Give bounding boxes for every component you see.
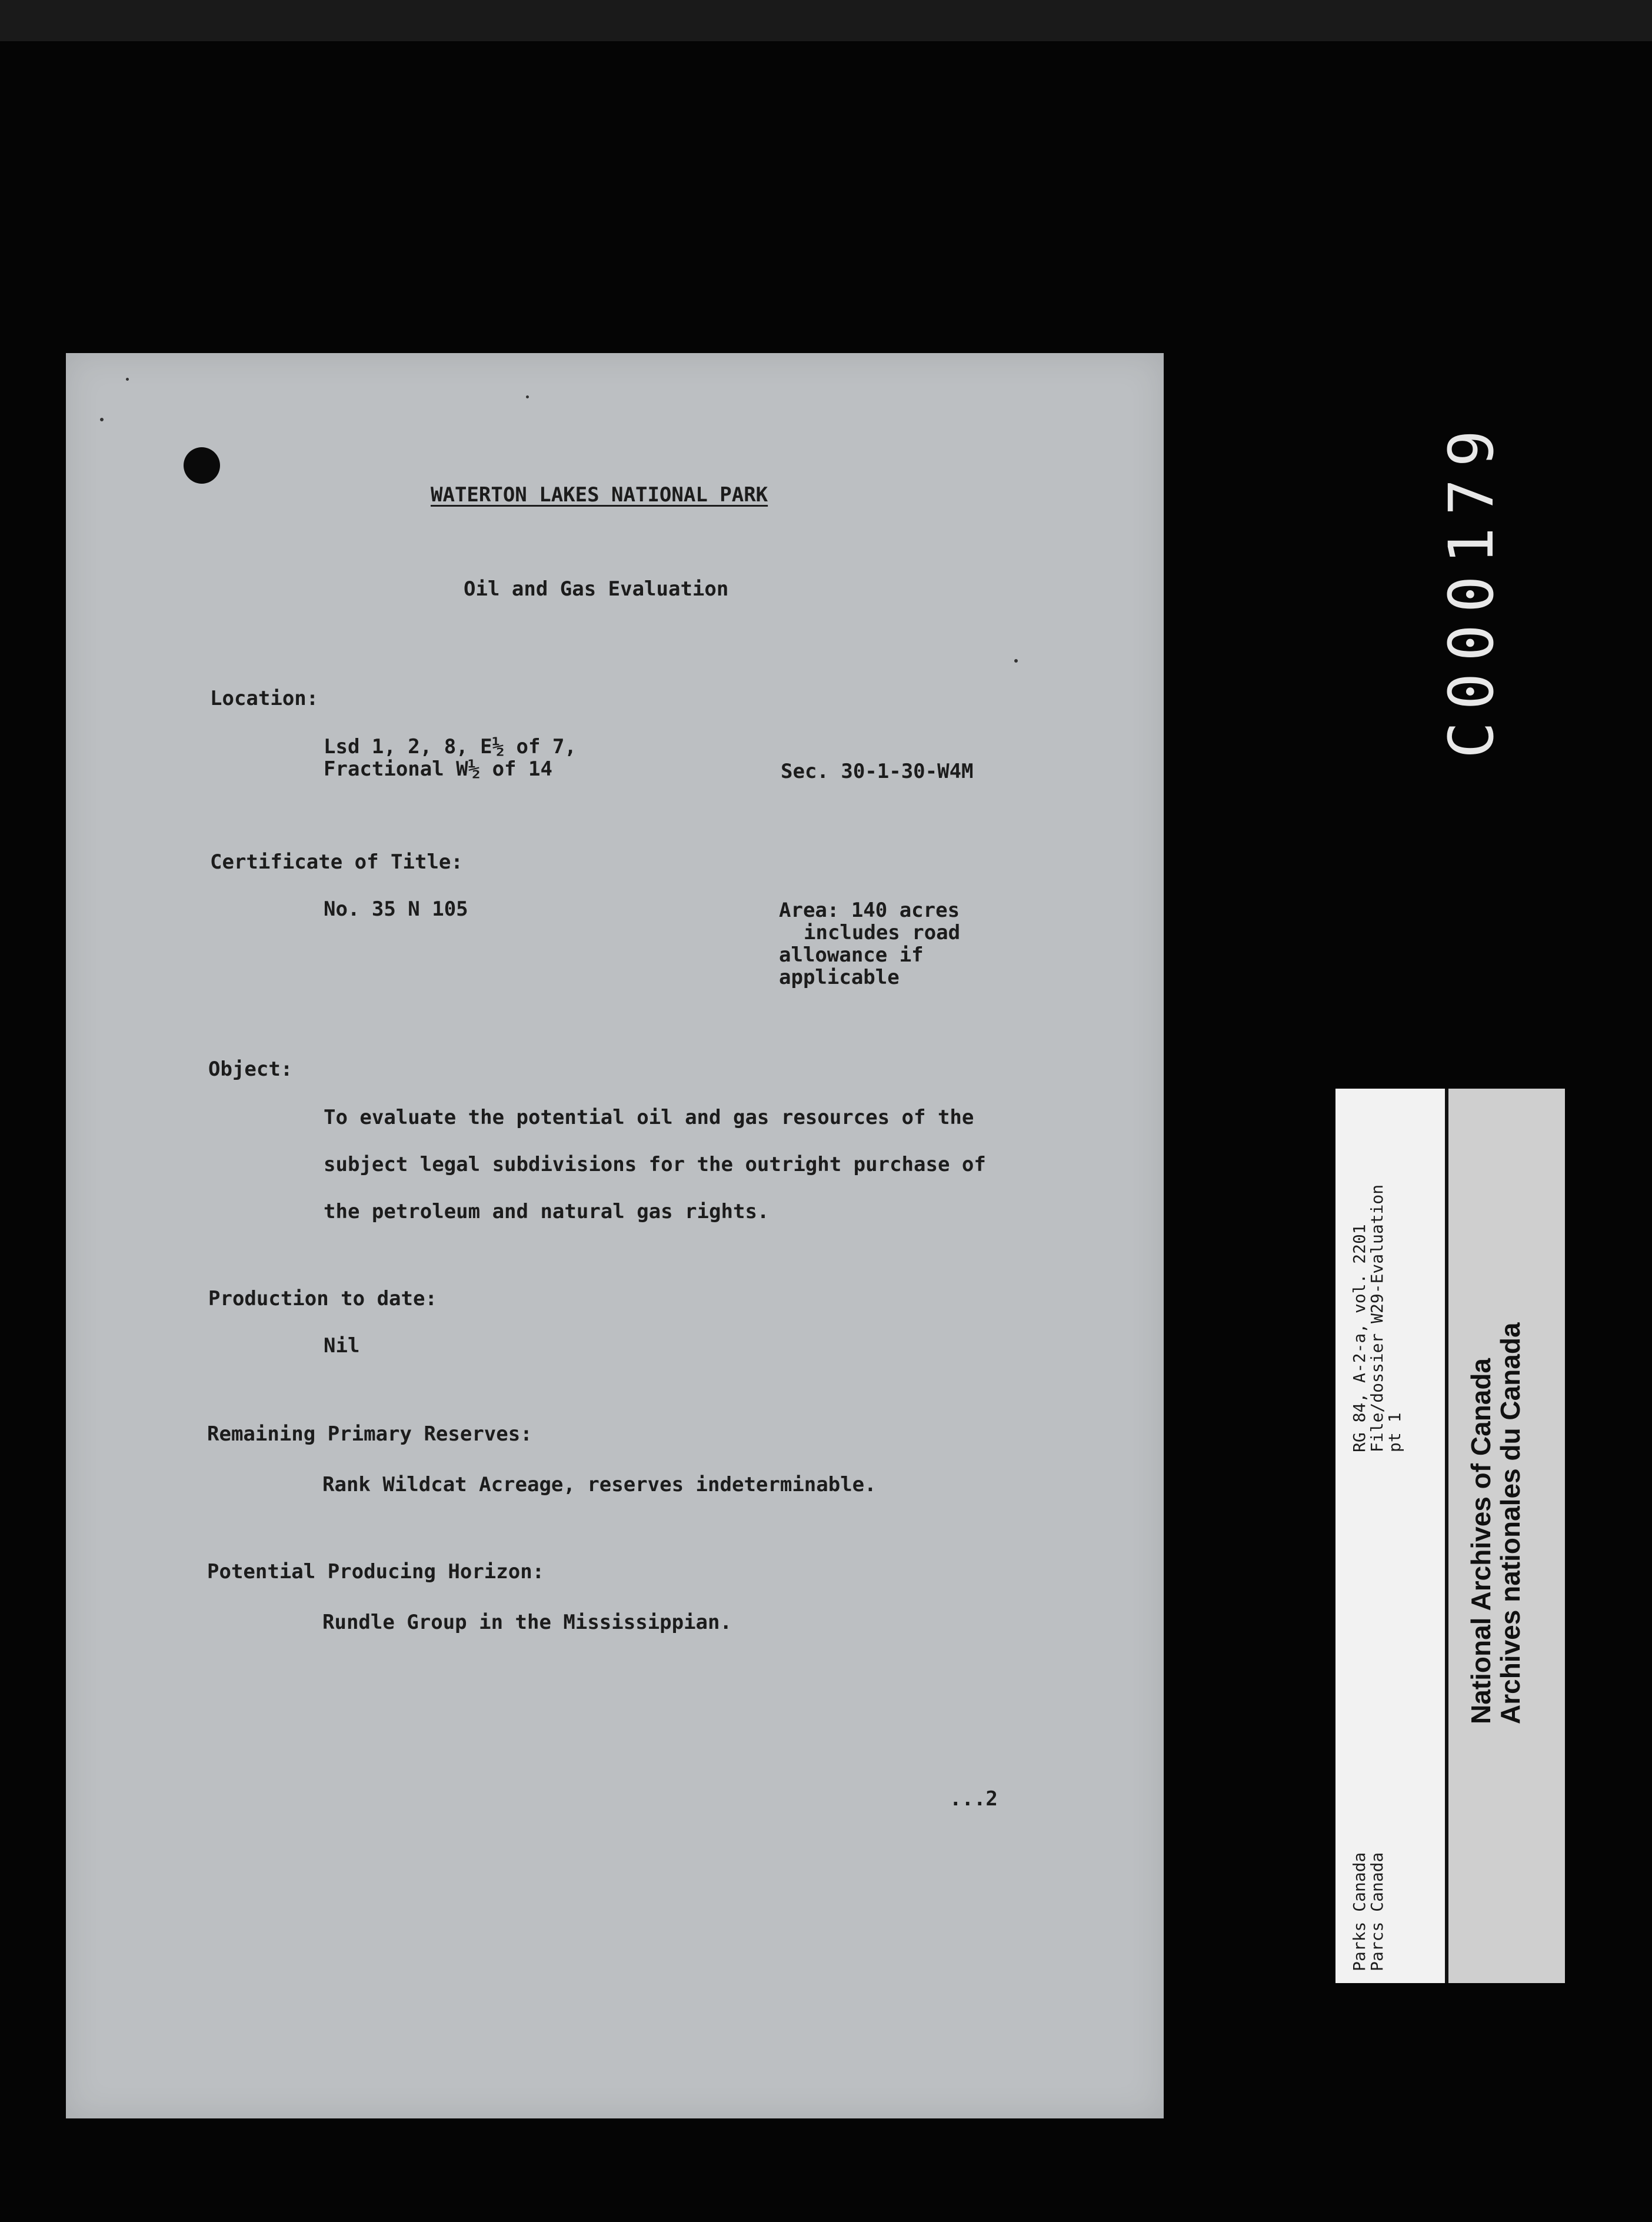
archive-name [1466,1322,1525,1724]
object-line-1: To evaluate the potential oil and gas resources of the [324,1106,974,1129]
reference-line-2: File/dossier W29-Evaluation [1367,1184,1387,1452]
location-heading: Location: [210,687,319,710]
department-names [1351,1852,1386,1971]
dust-speck [126,378,129,381]
area-line-3: allowance if [779,943,924,967]
film-top-band [0,0,1652,41]
document-title: WATERTON LAKES NATIONAL PARK [431,483,768,507]
archive-label-card [1335,1089,1565,1983]
archive-reference [1351,1185,1404,1452]
area-line-4: applicable [779,966,900,989]
object-line-2: subject legal subdivisions for the outright purchase of [324,1153,986,1176]
location-line-2: Fractional W½ of 14 [324,757,552,781]
dust-speck [1014,659,1018,663]
department-en: Parks Canada [1350,1852,1369,1971]
certificate-heading: Certificate of Title: [210,850,463,874]
area-line-1: Area: 140 acres [779,899,960,922]
reserves-heading: Remaining Primary Reserves: [207,1422,532,1446]
dust-speck [100,418,104,421]
certificate-number: No. 35 N 105 [324,897,468,921]
location-line-1: Lsd 1, 2, 8, E½ of 7, [324,735,577,759]
horizon-value: Rundle Group in the Mississippian. [322,1611,732,1634]
reserves-value: Rank Wildcat Acreage, reserves indeterminable. [322,1473,877,1496]
section-reference: Sec. 30-1-30-W4M [781,760,974,783]
document-page [66,353,1164,2118]
document-subtitle: Oil and Gas Evaluation [464,577,729,601]
horizon-heading: Potential Producing Horizon: [207,1560,545,1584]
department-fr: Parcs Canada [1367,1852,1387,1971]
page-continuation: ...2 [950,1787,998,1811]
dust-speck [526,395,529,398]
production-heading: Production to date: [208,1287,437,1310]
area-line-2: includes road [804,921,961,944]
archive-name-fr: Archives nationales du Canada [1495,1322,1526,1724]
punch-hole [184,447,220,484]
archive-name-en: National Archives of Canada [1466,1358,1496,1724]
reference-line-1: RG 84, A-2-a, vol. 2201 [1350,1224,1369,1452]
production-value: Nil [324,1334,360,1358]
film-frame-number: C000179 [1435,418,1507,759]
object-line-3: the petroleum and natural gas rights. [324,1200,770,1223]
object-heading: Object: [208,1057,293,1081]
reference-line-3: pt 1 [1385,1412,1404,1452]
